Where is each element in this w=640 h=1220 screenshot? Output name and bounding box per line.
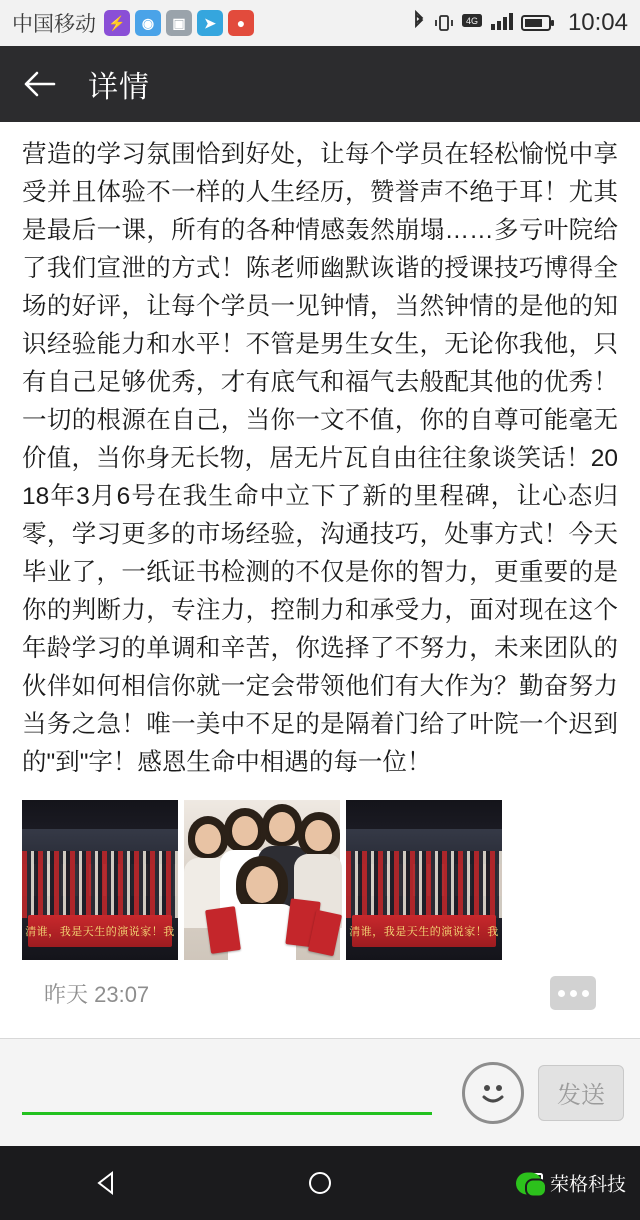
svg-text:4G: 4G [465,16,478,26]
selfie-group-photo-center[interactable] [184,800,340,960]
signal-icon [490,11,514,35]
vibrate-icon [434,11,454,35]
battery-icon [521,11,555,35]
4g-icon [461,11,483,35]
message-timestamp: 昨天 23:07 [44,981,150,1007]
photo-row [22,800,618,960]
timestamp-row [22,960,618,1028]
purple-app-icon: ⚡ [104,10,130,36]
photo-banner-text-right: 清谁，我是天生的演说家！我 [349,926,499,939]
navigation-bar [0,1146,640,1220]
nav-back-triangle-icon[interactable] [67,1146,147,1220]
input-bar [0,1038,640,1146]
status-system-icons [411,9,628,37]
send-button[interactable]: 发送 [538,1065,624,1121]
clock-label: 10:04 [567,9,628,36]
auditorium-group-photo-right[interactable] [346,800,502,960]
nav-home-circle-icon[interactable] [280,1146,360,1220]
emoji-smiley-icon[interactable] [462,1062,524,1124]
carrier-label: 中国移动 [12,13,96,36]
more-options-icon[interactable] [550,976,596,1010]
message-input[interactable] [16,1063,448,1123]
message-text: 营造的学习氛围恰到好处，让每个学员在轻松愉悦中享受并且体验不一样的人生经历，赞誉声不绝于耳！尤其是最后一课，所有的各种情感轰然崩塌……多亏叶院给了我们宣泄的方式！陈老师幽默诙谐的授课技巧博得全场的好评，让每个学员一见钟情，当然钟情的是他的知识经验能力和水平！不管是男生女生，无论你我他，只有自己足够优秀，才有底气和福气去般配其他的优秀！一切的根源在自己，当你一文不值，你的自尊可能毫无价值，当你身无长物，居无片瓦自由往往象谈笑话！2018年3月6号在我生命中立下了新的里程碑，让心态归零，学习更多的市场经验，沟通技巧，处事方式！今天毕业了，一纸证书检测的不仅是你的智力，更重要的是你的判断力，专注力，控制力和承受力，面对现在这个年龄学习的单调和辛苦，你选择了不努力，未来团队的伙伴如何相信你就一定会带领他们有大作为？勤奋努力当务之急！唯一美中不足的是隔着门给了叶院一个迟到的"到"字！感恩生命中相遇的每一位！ [22,141,618,776]
photo-banner-text-left: 清谁，我是天生的演说家！我 [25,926,175,939]
chat-body[interactable] [0,122,640,1038]
message-bubble [0,122,640,1038]
back-arrow-icon[interactable] [20,64,60,104]
status-app-icons [104,10,254,36]
status-bar [0,0,640,46]
title-bar [0,46,640,122]
brand-watermark [516,1170,626,1197]
wechat-icon [516,1172,542,1194]
bluetooth-icon [411,11,427,35]
page-title: 详情 [88,71,150,104]
blue-app-icon: ◉ [135,10,161,36]
grey-app-icon: ▣ [166,10,192,36]
input-underline [22,1112,432,1115]
red-app-icon: ● [228,10,254,36]
brand-label: 荣格科技 [549,1174,626,1196]
telegram-icon: ➤ [197,10,223,36]
auditorium-group-photo-left[interactable] [22,800,178,960]
